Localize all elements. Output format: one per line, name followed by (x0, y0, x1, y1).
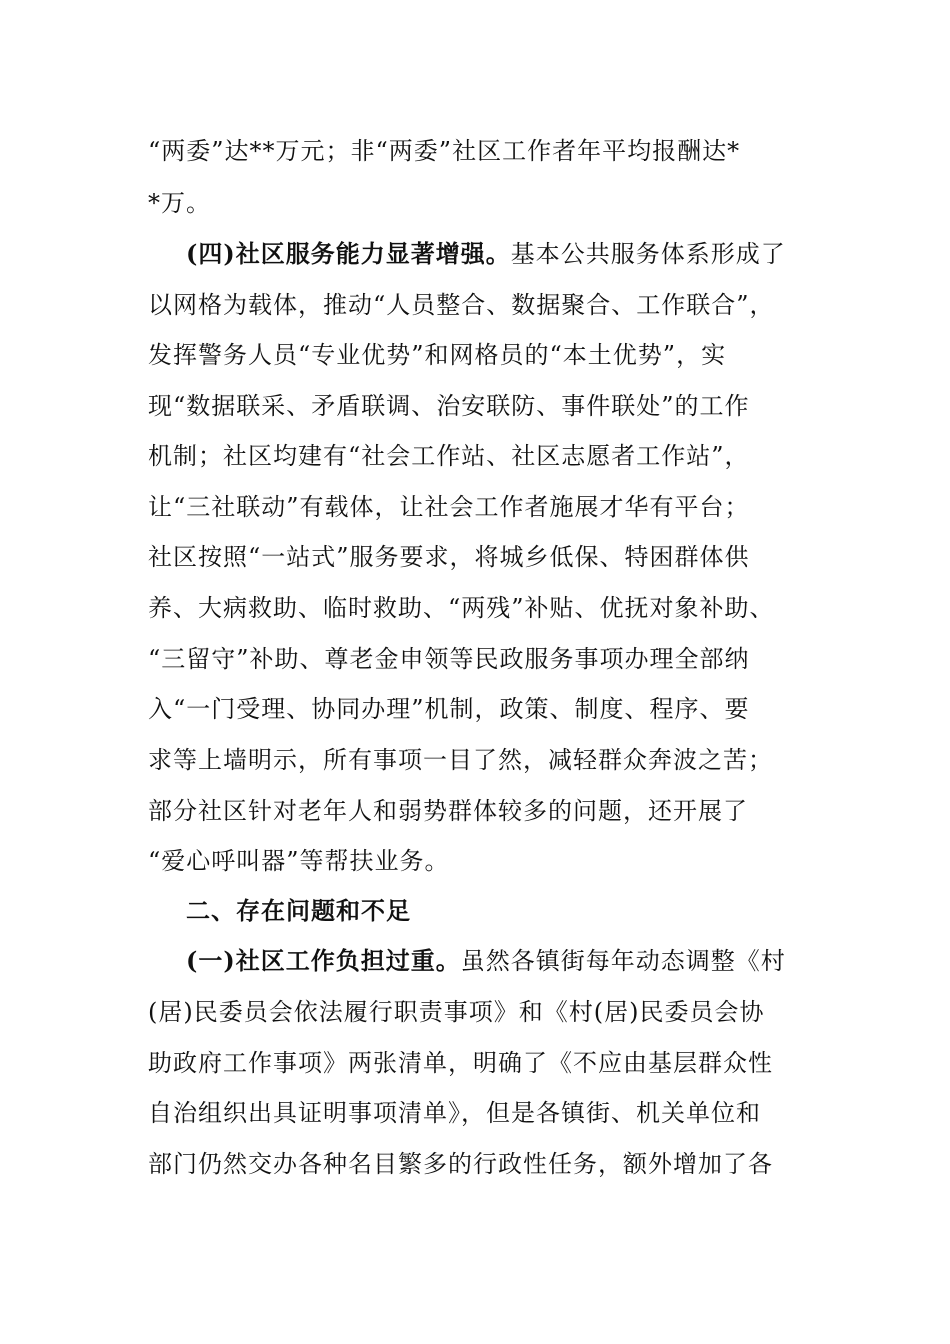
paragraph-line: 入“一门受理、协同办理”机制，政策、制度、程序、要 (148, 695, 750, 723)
subsection-paragraph-start (186, 946, 786, 976)
section-heading: (四)社区服务能力显著增强。 (186, 239, 511, 268)
paragraph-line: 社区按照“一站式”服务要求，将城乡低保、特困群体供 (148, 543, 750, 571)
paragraph-line: 发挥警务人员“专业优势”和网格员的“本土优势”，实 (148, 341, 727, 369)
paragraph-line: 养、大病救助、临时救助、“两残”补贴、优抚对象补助、 (148, 594, 775, 622)
paragraph-line: 机制；社区均建有“社会工作站、社区志愿者工作站”， (148, 442, 750, 470)
paragraph-line: 求等上墙明示，所有事项一目了然，减轻群众奔波之苦； (148, 746, 773, 774)
paragraph-line: “三留守”补助、尊老金申领等民政服务事项办理全部纳 (148, 645, 750, 673)
paragraph-line: 自治组织出具证明事项清单》，但是各镇街、机关单位和 (148, 1099, 761, 1127)
paragraph-line: *万。 (148, 189, 211, 217)
section-title: 二、存在问题和不足 (186, 896, 411, 925)
paragraph-line: 让“三社联动”有载体，让社会工作者施展才华有平台； (148, 493, 750, 521)
paragraph-line: 助政府工作事项》两张清单，明确了《不应由基层群众性 (148, 1049, 773, 1077)
paragraph-line: “两委”达**万元；非“两委”社区工作者年平均报酬达* (148, 137, 741, 165)
paragraph-line: (居)民委员会依法履行职责事项》和《村(居)民委员会协 (148, 998, 765, 1026)
subsection-text: 虽然各镇街每年动态调整《村 (460, 947, 786, 975)
paragraph-line: 部门仍然交办各种名目繁多的行政性任务，额外增加了各 (148, 1150, 773, 1178)
paragraph-line: “爱心呼叫器”等帮扶业务。 (148, 847, 450, 875)
paragraph-line: 部分社区针对老年人和弱势群体较多的问题，还开展了 (148, 797, 748, 825)
paragraph-line: 以网格为载体，推动“人员整合、数据聚合、工作联合”， (148, 291, 775, 319)
section-text: 基本公共服务体系形成了 (510, 240, 786, 268)
subsection-heading: (一)社区工作负担过重。 (186, 946, 461, 975)
paragraph-line: 现“数据联采、矛盾联调、治安联防、事件联处”的工作 (148, 392, 750, 420)
section-paragraph-start (186, 239, 786, 269)
